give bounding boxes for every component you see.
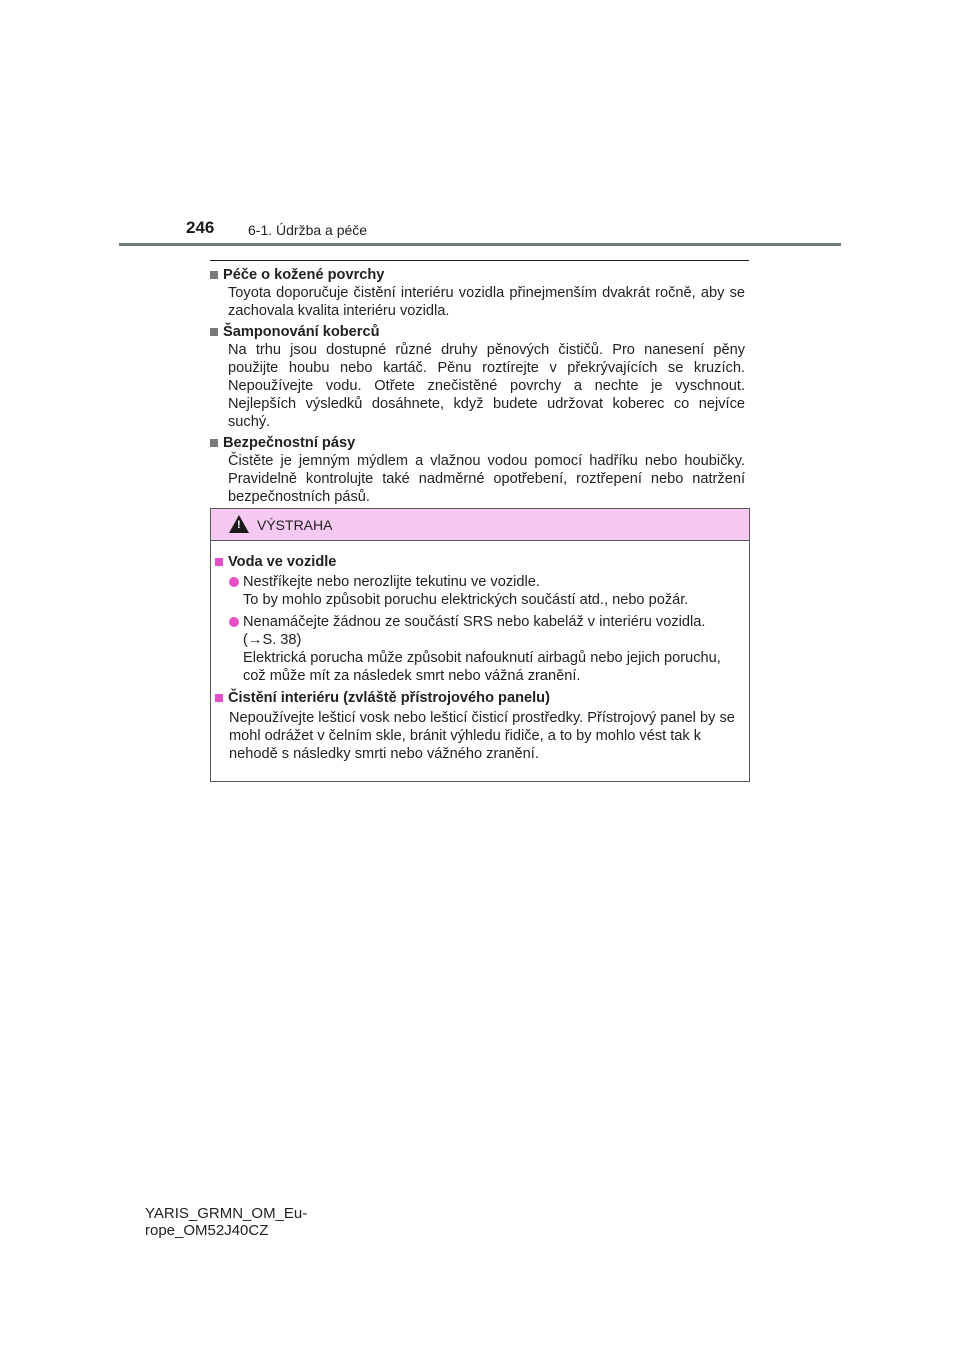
warning-box	[210, 508, 750, 782]
square-bullet-icon	[210, 271, 218, 279]
item-carpet-shampoo	[210, 323, 745, 431]
warning-section-heading-text: Čistění interiéru (zvláště přístrojového panelu)	[228, 690, 550, 706]
content-divider	[210, 260, 749, 261]
warning-section-body: Nepoužívejte lešticí vosk nebo lešticí čisticí prostředky. Přístrojový panel by se mohl odrážet v čelním skle, bránit výhledu řidiče, a to by mohlo vést tak k nehodě s následky smrti nebo vážného zranění.	[229, 710, 735, 762]
header-divider	[119, 243, 841, 246]
item-heading	[210, 323, 745, 341]
warning-bullet	[229, 613, 743, 685]
page-footer	[145, 1205, 307, 1239]
round-bullet-icon	[229, 577, 239, 587]
item-leather-care	[210, 266, 745, 320]
page-header	[186, 214, 746, 244]
page-number: 246	[186, 218, 215, 237]
item-heading	[210, 266, 745, 284]
warning-bullet	[229, 573, 743, 609]
item-body: Čistěte je jemným mýdlem a vlažnou vodou pomocí hadříku nebo houbičky. Pravidelně kontrolujte také nadměrné opotřebení, roztřepení nebo natržení bezpečnostních pásů.	[228, 453, 745, 505]
item-heading-text: Bezpečnostní pásy	[223, 435, 356, 451]
item-body: Toyota doporučuje čistění interiéru vozidla přinejmenším dvakrát ročně, aby se zachovala kvalita interiéru vozidla.	[228, 285, 745, 319]
section-title: 6-1. Údržba a péče	[248, 222, 368, 238]
bullet-line: To by mohlo způsobit poruchu elektrických součástí atd., nebo požár.	[243, 592, 689, 608]
bullet-line: Elektrická porucha může způsobit nafouknutí airbagů nebo jejich poruchu, což může mít za následek smrt nebo vážná zranění.	[243, 650, 721, 684]
page-reference: (→S. 38)	[243, 632, 302, 648]
warning-section-heading	[215, 553, 743, 571]
bullet-text	[243, 613, 743, 685]
main-content	[210, 266, 745, 509]
item-body: Na trhu jsou dostupné různé druhy pěnových čističů. Pro nanesení pěny použijte houbu nebo kartáč. Pěnu roztírejte v překrývajících se kruzích. Nepoužívejte vodu. Otřete znečistěné povrchy a nechte je vyschnout. Nejlepších výsledků dosáhnete, když budete udržovat koberec co nejvíce suchý.	[228, 342, 745, 430]
square-bullet-icon	[215, 558, 223, 566]
warning-section-heading	[215, 689, 743, 707]
bullet-text	[243, 573, 688, 609]
warning-triangle-icon	[229, 515, 249, 533]
warning-body	[211, 541, 749, 763]
item-heading	[210, 434, 745, 452]
square-bullet-icon	[210, 439, 218, 447]
item-seat-belts	[210, 434, 745, 506]
round-bullet-icon	[229, 617, 239, 627]
warning-header	[211, 509, 749, 541]
square-bullet-icon	[210, 328, 218, 336]
square-bullet-icon	[215, 694, 223, 702]
bullet-line: Nenamáčejte žádnou ze součástí SRS nebo kabeláž v interiéru vozidla.	[243, 614, 706, 630]
warning-title: VÝSTRAHA	[257, 517, 333, 533]
warning-section-heading-text: Voda ve vozidle	[228, 554, 337, 570]
bullet-line: Nestříkejte nebo nerozlijte tekutinu ve vozidle.	[243, 574, 540, 590]
item-heading-text: Péče o kožené povrchy	[223, 267, 385, 283]
item-heading-text: Šamponování koberců	[223, 324, 380, 340]
footer-line: YARIS_GRMN_OM_Eu-	[145, 1205, 308, 1222]
footer-line: rope_OM52J40CZ	[145, 1222, 269, 1239]
